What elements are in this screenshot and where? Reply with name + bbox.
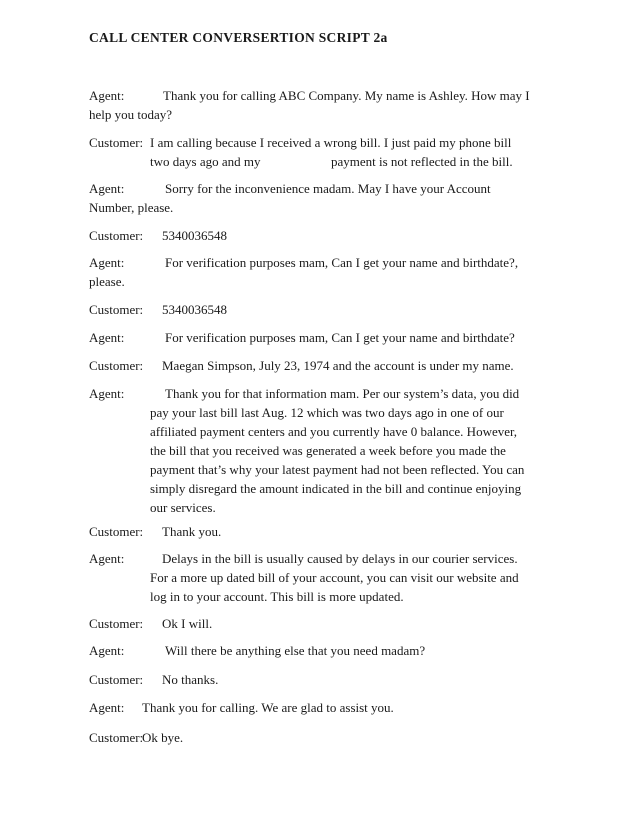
dialogue-line: I am calling because I received a wrong bill. I just paid my phone bill [150, 135, 512, 150]
dialogue-line: Delays in the bill is usually caused by delays in our courier services. [162, 551, 518, 566]
speaker-label: Customer: [89, 302, 144, 317]
speaker-label: Customer: [89, 135, 144, 150]
dialogue-line: Thank you for calling ABC Company. My name is Ashley. How may I [163, 88, 530, 103]
speaker-label: Agent: [89, 386, 125, 401]
speaker-label: Customer: [89, 358, 144, 373]
dialogue-line: help you today? [89, 107, 173, 122]
dialogue-line: For verification purposes mam, Can I get your name and birthdate?, [165, 255, 519, 270]
dialogue-line: payment is not reflected in the bill. [331, 154, 513, 169]
speaker-label: Customer: [89, 616, 144, 631]
dialogue-line: our services. [150, 500, 216, 515]
dialogue-line: two days ago and my [150, 154, 261, 169]
dialogue-line: pay your last bill last Aug. 12 which was two days ago in one of our [150, 405, 504, 420]
speaker-label: Customer: [89, 672, 144, 687]
dialogue-line: Number, please. [89, 200, 174, 215]
speaker-label: Agent: [89, 700, 125, 715]
dialogue-line: Ok I will. [162, 616, 213, 631]
speaker-label: Customer: [89, 730, 144, 745]
speaker-label: Agent: [89, 255, 125, 270]
speaker-label: Agent: [89, 88, 125, 103]
dialogue-line: Maegan Simpson, July 23, 1974 and the account is under my name. [162, 358, 514, 373]
speaker-label: Customer: [89, 524, 144, 539]
dialogue-line: payment that’s why your latest payment had not been reflected. You can [150, 462, 525, 477]
dialogue-line: 5340036548 [162, 228, 227, 243]
dialogue-line: Sorry for the inconvenience madam. May I have your Account [165, 181, 491, 196]
dialogue-line: Thank you. [162, 524, 222, 539]
dialogue-line: For verification purposes mam, Can I get your name and birthdate? [165, 330, 515, 345]
dialogue-line: affiliated payment centers and you currently have 0 balance. However, [150, 424, 518, 439]
dialogue-line: Thank you for calling. We are glad to assist you. [142, 700, 394, 715]
dialogue-line: Ok bye. [142, 730, 184, 745]
dialogue-line: No thanks. [162, 672, 219, 687]
dialogue-line: Thank you for that information mam. Per our system’s data, you did [165, 386, 520, 401]
dialogue-line: 5340036548 [162, 302, 227, 317]
dialogue-line: simply disregard the amount indicated in the bill and continue enjoying [150, 481, 522, 496]
speaker-label: Agent: [89, 643, 125, 658]
speaker-label: Agent: [89, 330, 125, 345]
speaker-label: Customer: [89, 228, 144, 243]
dialogue-line: log in to your account. This bill is more updated. [150, 589, 404, 604]
speaker-label: Agent: [89, 181, 125, 196]
dialogue-line: For a more up dated bill of your account, you can visit our website and [150, 570, 519, 585]
speaker-label: Agent: [89, 551, 125, 566]
dialogue-line: please. [89, 274, 125, 289]
document-title: CALL CENTER CONVERSERTION SCRIPT 2a [89, 30, 388, 45]
dialogue-line: Will there be anything else that you need madam? [165, 643, 426, 658]
dialogue-line: the bill that you received was generated a week before you made the [150, 443, 506, 458]
